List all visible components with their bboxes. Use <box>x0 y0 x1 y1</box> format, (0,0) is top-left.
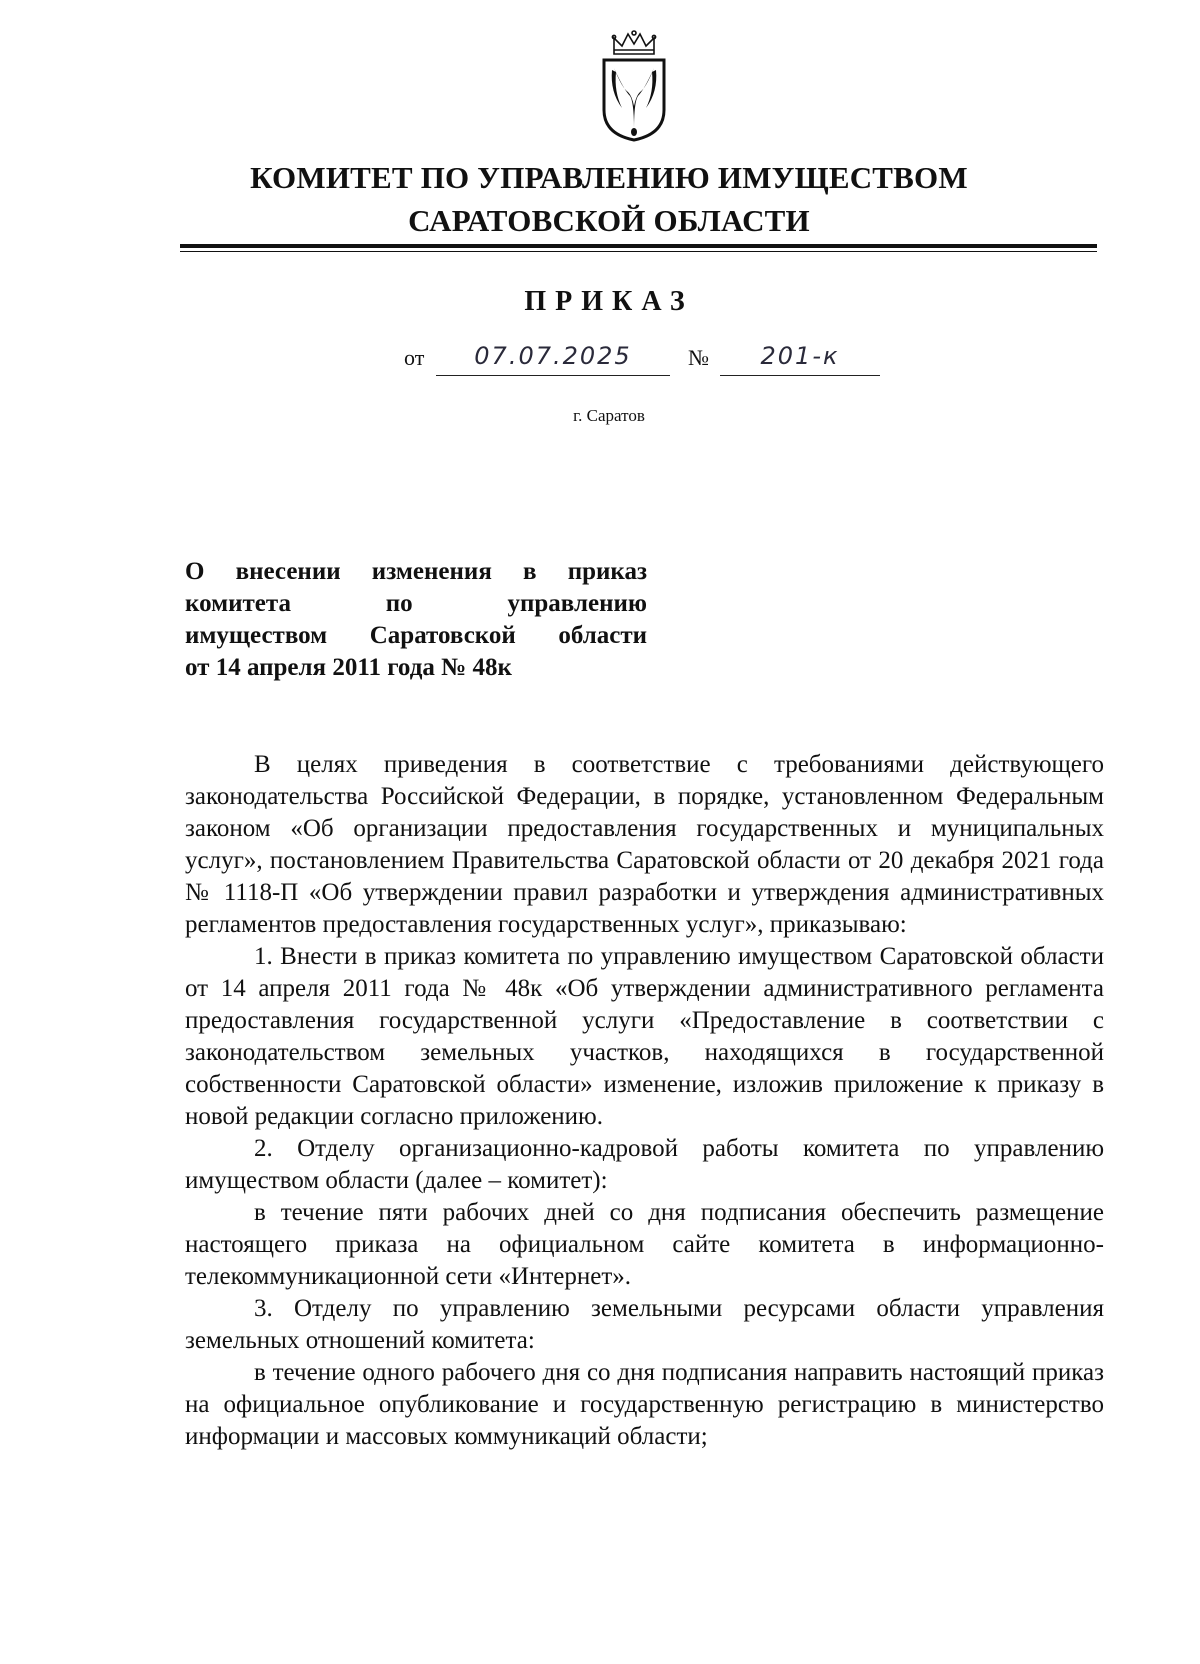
body-paragraph: В целях приведения в соответствие с требованиями действующего законодательства Российской Федерации, в порядке, установленном Федеральным законом «Об организации предоставления государственных и муниципальных услуг», постановлением Правительства Саратовской области от 20 декабря 2021 года № 1118-П «Об утверждении правил разработки и утверждения административных регламентов предоставления государственных услуг», приказываю: <box>185 751 1104 938</box>
body-paragraph: в течение пяти рабочих дней со дня подписания обеспечить размещение настоящего приказа на официальном сайте комитета в информационно-телекоммуникационной сети «Интернет». <box>185 1199 1104 1290</box>
subject-line: имуществом Саратовской области <box>185 622 647 649</box>
body-paragraph: 2. Отделу организационно-кадровой работы комитета по управлению имуществом области (далее – комитет): <box>185 1135 1104 1194</box>
number-label: № <box>688 345 709 370</box>
header-rule-thick <box>180 244 1097 248</box>
header-rule-thin <box>180 251 1097 252</box>
document-body <box>185 749 1104 1453</box>
body-paragraph: в течение одного рабочего дня со дня подписания направить настоящий приказ на официальное опубликование и государственную регистрацию в министерство информации и массовых коммуникаций области; <box>185 1359 1104 1450</box>
document-subject <box>185 556 647 684</box>
organization-name-line-1: КОМИТЕТ ПО УПРАВЛЕНИЮ ИМУЩЕСТВОМ <box>250 160 968 195</box>
date-handwritten-field: 07.07.2025 <box>436 345 670 376</box>
subject-line: комитета по управлению <box>185 590 647 617</box>
date-label: от <box>404 345 425 370</box>
body-paragraph: 3. Отделу по управлению земельными ресурсами области управления земельных отношений комитета: <box>185 1295 1104 1354</box>
organization-name-line-2: САРАТОВСКОЙ ОБЛАСТИ <box>408 203 810 238</box>
subject-line: О внесении изменения в приказ <box>185 558 647 585</box>
body-paragraph: 1. Внести в приказ комитета по управлению имуществом Саратовской области от 14 апреля 2011 года № 48к «Об утверждении административного регламента предоставления государственной услуги «Предоставление в соответствии с законодательством земельных участков, находящихся в государственной собственности Саратовской области» изменение, изложив приложение к приказу в новой редакции согласно приложению. <box>185 943 1104 1130</box>
document-type-heading: ПРИКАЗ <box>524 286 694 317</box>
saratov-coat-of-arms-icon <box>600 30 668 142</box>
subject-line: от 14 апреля 2011 года № 48к <box>185 654 512 681</box>
city-line: г. Саратов <box>573 406 645 425</box>
number-handwritten-field: 201-к <box>720 345 880 376</box>
